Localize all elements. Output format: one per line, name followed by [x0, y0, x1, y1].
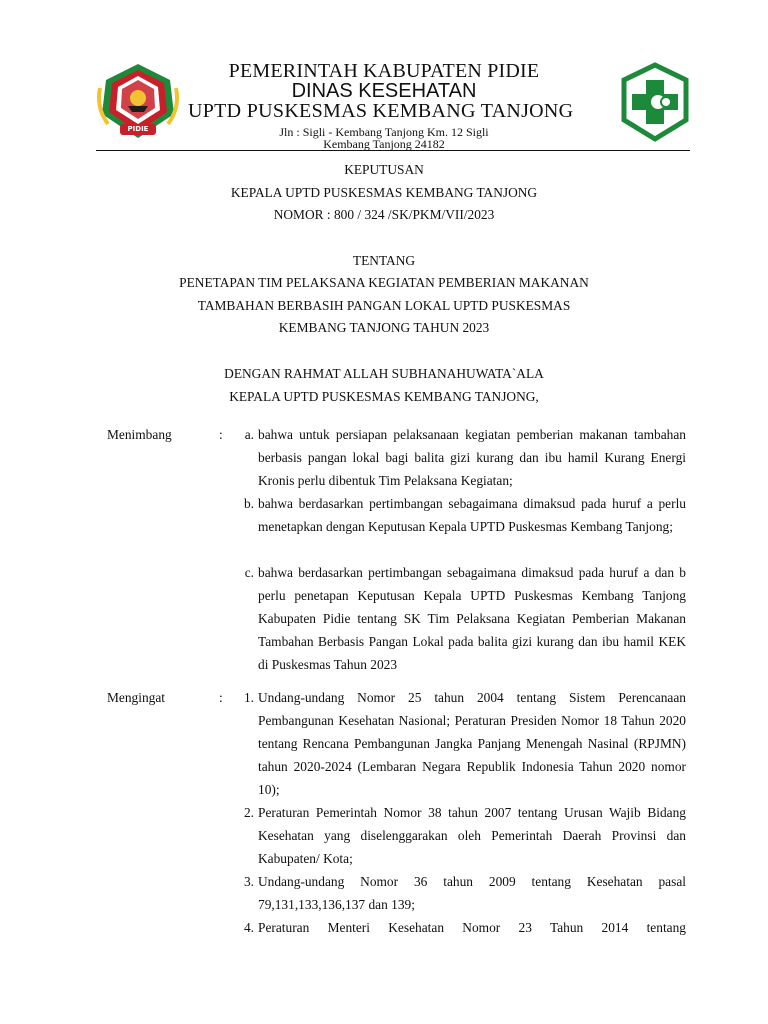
header-postal: Kembang Tanjong 24182: [323, 137, 445, 151]
mengingat-colon: :: [219, 690, 223, 705]
subject-line-3: KEMBANG TANJONG TAHUN 2023: [278, 320, 490, 335]
list-marker: c.: [244, 565, 254, 580]
header-address: Jln : Sigli - Kembang Tanjong Km. 12 Sigli: [279, 125, 489, 139]
mengingat-item-1: Undang-undang Nomor 25 tahun 2004 tentang Sistem Perencanaan Pembangunan Kesehatan Nasional; Peraturan Presiden Nomor 18 Tahun 2020 tentang Rencana Pembangunan Jangka Panjang Menengah Nasinal (RPJMN) tahun 2020-2024 (Lembaran Negara Republik Indonesia Tahun 2020 nomor 10);: [258, 690, 686, 797]
header-divider: [96, 150, 690, 151]
list-marker: 3.: [243, 874, 254, 889]
decree-heading: KEPUTUSAN: [344, 162, 424, 177]
tentang-heading: TENTANG: [352, 253, 416, 268]
list-marker: a.: [244, 427, 254, 442]
decree-issuer: KEPALA UPTD PUSKESMAS KEMBANG TANJONG: [230, 185, 538, 200]
menimbang-item-c: bahwa berdasarkan pertimbangan sebagaimana dimaksud pada huruf a dan b perlu penetapan Keputusan Kepala UPTD Puskesmas Kembang Tanjong Kabupaten Pidie tentang SK Tim Pelaksana Kegiatan Pemberian Makanan Tambahan Berbasis Pangan Lokal pada balita gizi kurang dan ibu hamil KEK di Puskesmas Tahun 2023: [258, 565, 686, 672]
list-marker: 1.: [243, 690, 254, 705]
list-marker: 4.: [243, 920, 254, 935]
mengingat-item-3: Undang-undang Nomor 36 tahun 2009 tentang Kesehatan pasal 79,131,133,136,137 dan 139;: [258, 874, 686, 912]
mengingat-item-2: Peraturan Pemerintah Nomor 38 tahun 2007 tentang Urusan Wajib Bidang Kesehatan yang diselenggarakan oleh Pemerintah Daerah Provinsi dan Kabupaten/ Kota;: [258, 805, 686, 866]
subject-line-1: PENETAPAN TIM PELAKSANA KEGIATAN PEMBERIAN MAKANAN: [179, 275, 589, 290]
header-government: PEMERINTAH KABUPATEN PIDIE: [228, 60, 540, 82]
subject-line-2: TAMBAHAN BERBASIH PANGAN LOKAL UPTD PUSKESMAS: [197, 298, 571, 313]
issuer-line: KEPALA UPTD PUSKESMAS KEMBANG TANJONG,: [229, 389, 539, 404]
menimbang-label: Menimbang: [107, 427, 172, 442]
header-department: DINAS KESEHATAN: [291, 80, 477, 102]
menimbang-item-b: bahwa berdasarkan pertimbangan sebagaimana dimaksud pada huruf a perlu menetapkan dengan Keputusan Kepala UPTD Puskesmas Kembang Tanjong;: [258, 496, 686, 534]
header-institution: UPTD PUSKESMAS KEMBANG TANJONG: [188, 100, 574, 122]
list-marker: 2.: [243, 805, 254, 820]
emblem-ribbon-text: PIDIE: [127, 125, 149, 133]
list-marker: b.: [243, 496, 254, 511]
menimbang-item-a: bahwa untuk persiapan pelaksanaan kegiatan pemberian makanan tambahan berbasis pangan lokal bagi balita gizi kurang dan ibu hamil Kurang Energi Kronis perlu dibentuk Tim Pelaksana Kegiatan;: [258, 427, 686, 488]
mengingat-label: Mengingat: [107, 690, 166, 705]
mengingat-item-4: Peraturan Menteri Kesehatan Nomor 23 Tahun 2014 tentang: [258, 920, 686, 935]
decree-number: NOMOR : 800 / 324 /SK/PKM/VII/2023: [273, 207, 495, 222]
invocation-line: DENGAN RAHMAT ALLAH SUBHANAHUWATA`ALA: [224, 366, 544, 381]
menimbang-colon: :: [219, 427, 223, 442]
